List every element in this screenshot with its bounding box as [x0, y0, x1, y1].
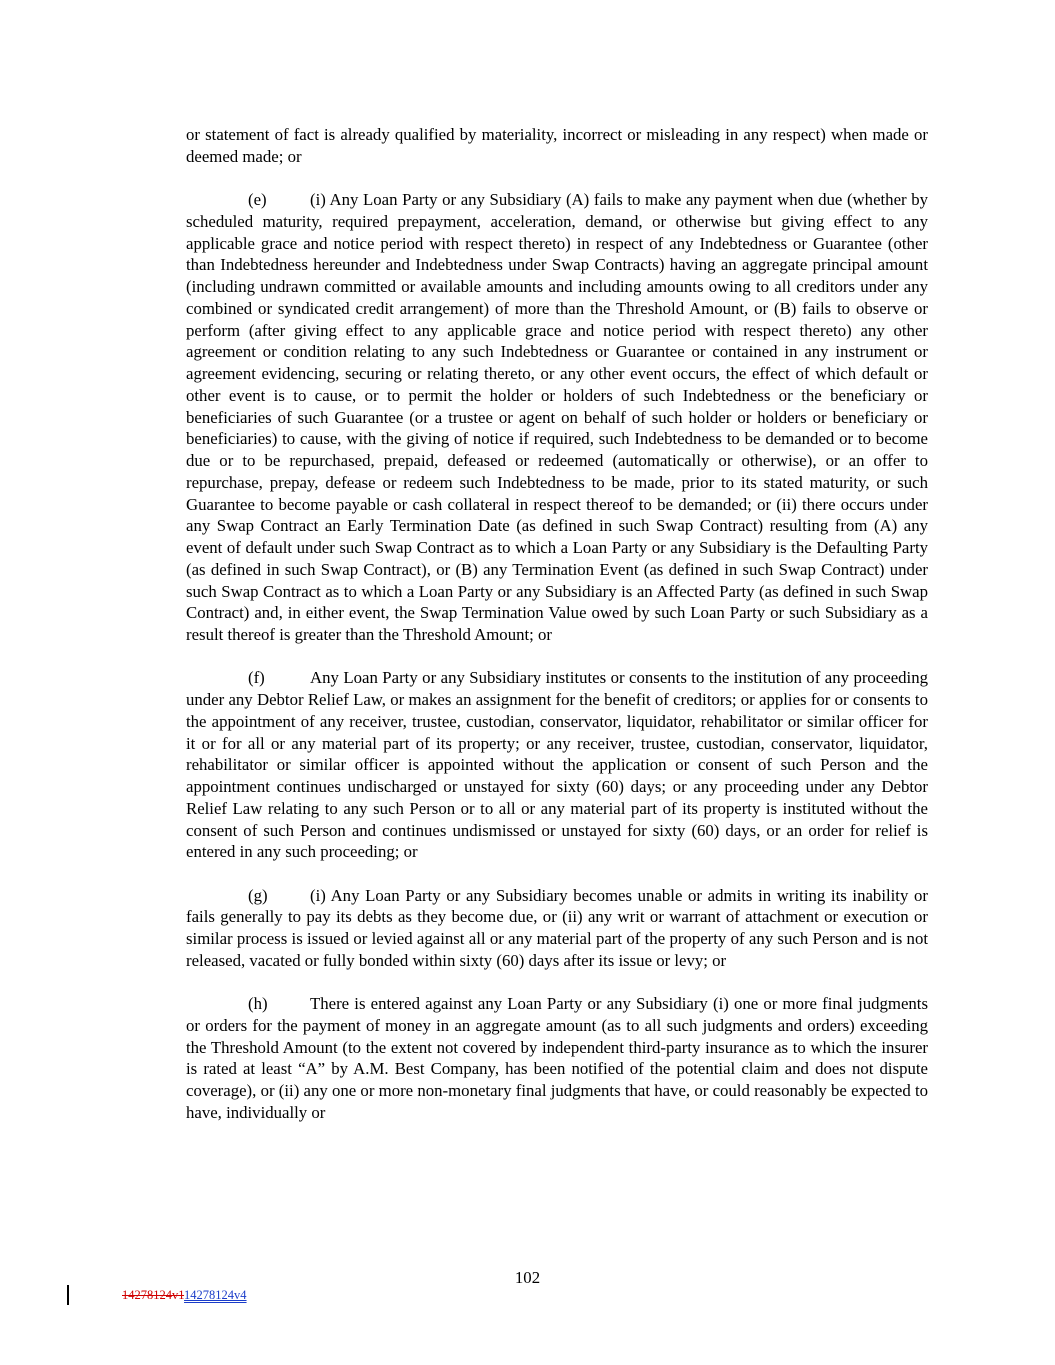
change-bar — [67, 1285, 69, 1305]
paragraph-label: (h) — [248, 994, 268, 1013]
document-id-inserted: 14278124v4 — [184, 1288, 247, 1302]
paragraph-text: (i) Any Loan Party or any Subsidiary (A) fails to make any payment when due (whether by scheduled maturity, required prepayment, acceleration, demand, or otherwise but giving effect to any applicable grace and notice period with respect thereto) in respect of any Indebtedness or Guarantee (other than Indebtedness hereunder and Indebtedness under Swap Contracts) having an aggregate principal amount (including undrawn committed or available amounts and including amounts owing to all creditors under any combined or syndicated credit arrangement) of more than the Threshold Amount, or (B) fails to observe or perform (after giving effect to any applicable grace and notice period with respect thereto) any other agreement or condition relating to any such Indebtedness or Guarantee or contained in any instrument or agreement evidencing, securing or relating thereto, or any other event occurs, the effect of which default or other event is to cause, or to permit the holder or holders of such Indebtedness or the beneficiary or beneficiaries of such Guarantee (or a trustee or agent on behalf of such holder or holders or beneficiary or beneficiaries) to cause, with the giving of notice if required, such Indebtedness to be demanded or to become due or to be repurchased, prepaid, defeased or redeemed (automatically or otherwise), or an offer to repurchase, prepay, defease or redeem such Indebtedness to be made, prior to its stated maturity, or such Guarantee to become payable or cash collateral in respect thereof to be demanded; or (ii) there occurs under any Swap Contract an Early Termination Date (as defined in such Swap Contract) resulting from (A) any event of default under such Swap Contract as to which a Loan Party or any Subsidiary is the Defaulting Party (as defined in such Swap Contract), or (B) any Termination Event (as defined in such Swap Contract) under such Swap Contract as to which a Loan Party or any Subsidiary is an Affected Party (as defined in such Swap Contract) and, in either event, the Swap Termination Value owed by such Loan Party or such Subsidiary as a result thereof is greater than the Threshold Amount; or — [186, 190, 928, 644]
paragraph-label: (e) — [248, 190, 267, 209]
paragraph-label: (g) — [248, 885, 268, 905]
document-id-deleted: 14278124v1 — [122, 1288, 185, 1302]
paragraph-text: or statement of fact is already qualified by materiality, incorrect or misleading in any respect) when made or deemed made; or — [186, 125, 928, 166]
paragraph-text: (i) Any Loan Party or any Subsidiary becomes unable or admits in writing its inability or fails generally to pay its debts as they become due, or (ii) any writ or warrant of attachment or execution or similar process is issued or levied against all or any material part of the property of any such Person and is not released, vacated or fully bonded within sixty (60) days after its issue or levy; or — [186, 885, 928, 970]
page-number: 102 — [514, 1268, 541, 1287]
paragraph-h — [186, 993, 928, 1124]
paragraph-text: Any Loan Party or any Subsidiary institutes or consents to the institution of any proceeding under any Debtor Relief Law, or makes an assignment for the benefit of creditors; or applies for or consents to the appointment of any receiver, trustee, custodian, conservator, liquidator, rehabilitator or similar officer for it or for all or any material part of its property; or any receiver, trustee, custodian, conservator, liquidator, rehabilitator or similar officer is appointed without the application or consent of such Person and the appointment continues undischarged or unstayed for sixty (60) days; or any proceeding under any Debtor Relief Law relating to any such Person or to all or any material part of its property is instituted without the consent of such Person and continues undismissed or unstayed for sixty (60) days, or an order for relief is entered in any such proceeding; or — [186, 668, 928, 862]
document-id — [122, 1288, 247, 1303]
paragraph-f — [186, 667, 928, 863]
paragraph-continuation — [186, 124, 928, 168]
paragraph-e — [186, 189, 928, 646]
document-body — [186, 124, 928, 1145]
paragraph-label: (f) — [248, 668, 265, 688]
paragraph-text: There is entered against any Loan Party or any Subsidiary (i) one or more final judgments or orders for the payment of money in an aggregate amount (as to all such judgments and orders) exceeding the Threshold Amount (to the extent not covered by independent third-party insurance as to which the insurer is rated at least “A” by A.M. Best Company, has been notified of the potential claim and does not dispute coverage), or (ii) any one or more non-monetary final judgments that have, or could reasonably be expected to have, individually or — [186, 994, 928, 1122]
paragraph-g — [186, 885, 928, 972]
